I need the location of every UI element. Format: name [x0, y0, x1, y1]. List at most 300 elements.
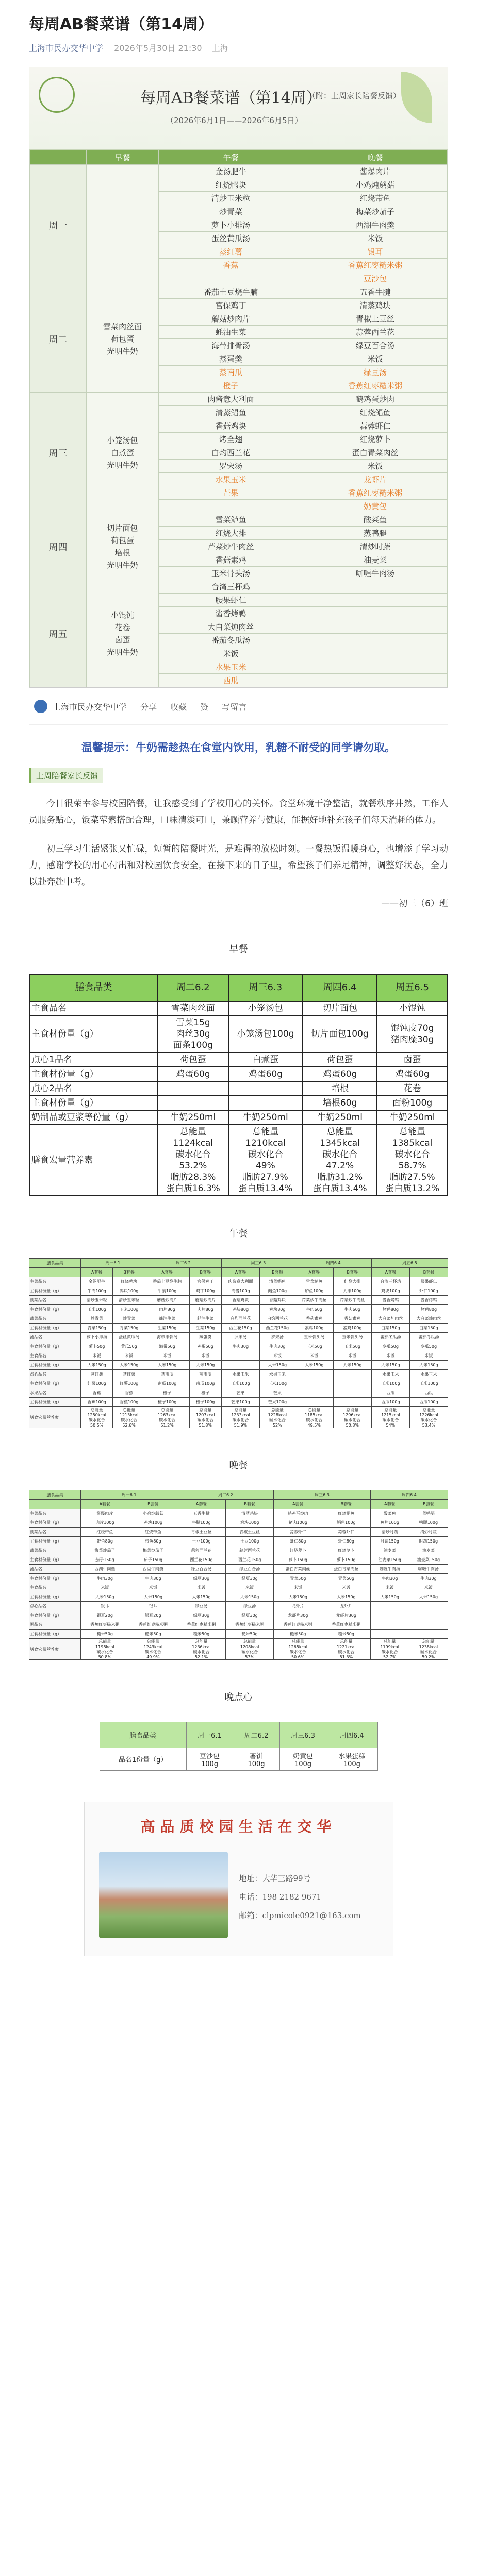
- lunch-cell: 米饭: [259, 1351, 295, 1361]
- dinner-cell: 香蕉红枣糙米粥: [129, 1620, 177, 1630]
- lunch-row-label: 主食材份量（g）: [29, 1342, 81, 1351]
- dinner-cell: 虾仁80g: [274, 1537, 322, 1546]
- dinner-row-label: 蔬菜品名: [29, 1546, 81, 1555]
- poster-lunch-item: 西瓜: [159, 674, 303, 687]
- article-meta: [29, 42, 448, 55]
- lunch-cell: 白菜150g: [371, 1324, 409, 1333]
- lunch-cell: 萝卜小排汤: [81, 1333, 113, 1342]
- dinner-cell: 绿豆汤: [225, 1602, 274, 1611]
- breakfast-heading: 早餐: [229, 944, 248, 955]
- dinner-cell: 香蕉红枣糙米粥: [225, 1620, 274, 1630]
- poster-lunch-item: 香菇素鸡: [159, 553, 303, 567]
- poster-breakfast: 切片面包 荷包蛋 培根 光明牛奶: [87, 513, 159, 580]
- poster-lunch-item: 雪菜鲈鱼: [159, 513, 303, 527]
- poster-col-header: 午餐: [159, 150, 303, 165]
- poster-dinner-item: 豆沙包: [303, 272, 448, 285]
- lunch-day-header: 周五6.5: [371, 1259, 448, 1268]
- poster-dinner-item: [303, 580, 448, 594]
- lunch-row-label: 主菜品名: [29, 1277, 81, 1286]
- lunch-cell: 西兰花150g: [221, 1324, 259, 1333]
- dinner-cell: 油麦菜150g: [409, 1555, 448, 1565]
- lunch-row-label: 主食材份量（g）: [29, 1379, 81, 1388]
- like-button[interactable]: 赞: [200, 702, 209, 712]
- snack-table: [100, 1722, 378, 1771]
- breakfast-cell: [158, 1096, 228, 1110]
- breakfast-cell: 荷包蛋: [303, 1053, 377, 1067]
- dinner-row-label: 主食材份量（g）: [29, 1537, 81, 1546]
- breakfast-row-label: 主食材份量（g）: [29, 1015, 158, 1053]
- card-title: 高品质校园生活在交华: [140, 1818, 337, 1835]
- dinner-cell: 绿豆百合汤: [225, 1565, 274, 1574]
- comment-button[interactable]: 写留言: [222, 702, 247, 712]
- lunch-cell: 大米150g: [145, 1361, 189, 1370]
- breakfast-cell: 鸡蛋60g: [303, 1067, 377, 1081]
- poster-lunch-item: 水果玉米: [159, 473, 303, 486]
- dinner-cell: 牛肉30g: [81, 1574, 129, 1583]
- poster-dinner-item: 清炒时蔬: [303, 540, 448, 553]
- poster-lunch-item: 香蕉: [159, 259, 303, 272]
- lunch-day-header: 周三6.3: [221, 1259, 295, 1268]
- lunch-cell: 米饭: [81, 1351, 113, 1361]
- dinner-cell: 土豆100g: [225, 1537, 274, 1546]
- dinner-cell: 米饭: [274, 1583, 322, 1592]
- card-info: [239, 1869, 361, 1925]
- dinner-set-header: B套餐: [409, 1500, 448, 1509]
- lunch-row-label: 点心品名: [29, 1370, 81, 1379]
- lunch-set-header: B套餐: [259, 1268, 295, 1277]
- poster-dinner-item: 梅菜炒茄子: [303, 205, 448, 218]
- dinner-cell: 大米150g: [322, 1592, 371, 1602]
- lunch-cell: 总能量 1185kcal 碳水化合 49.5%: [295, 1407, 333, 1428]
- dinner-cell: 小鸡炖蘑菇: [129, 1509, 177, 1518]
- snack-heading: 晚点心: [224, 1692, 253, 1703]
- favorite-button[interactable]: 收藏: [170, 702, 187, 712]
- author-link[interactable]: 上海市民办交华中学: [29, 43, 104, 53]
- lunch-day-header: 周一6.1: [81, 1259, 145, 1268]
- breakfast-cell: [228, 1081, 303, 1096]
- dinner-cell: 萝卜150g: [322, 1555, 371, 1565]
- poster-day-label: 周一: [30, 165, 87, 285]
- lunch-cell: 红薯100g: [113, 1379, 145, 1388]
- poster-lunch-item: 肉酱意大利面: [159, 393, 303, 406]
- lunch-cell: 芹菜炒牛肉丝: [333, 1296, 371, 1305]
- breakfast-cell: 雪菜肉丝面: [158, 1001, 228, 1015]
- dinner-cell: 西兰花150g: [225, 1555, 274, 1565]
- breakfast-cell: 牛奶250ml: [377, 1110, 448, 1125]
- breakfast-cell: 培根60g: [303, 1096, 377, 1110]
- lunch-cell: 鸡丁100g: [189, 1286, 221, 1296]
- lunch-cell: 红烧鸭块: [113, 1277, 145, 1286]
- lunch-row-label: 主食品名: [29, 1351, 81, 1361]
- poster-day-label: 周二: [30, 285, 87, 393]
- poster-lunch-item: 烤全翅: [159, 433, 303, 446]
- lunch-cell: 总能量 1250kcal 碳水化合 50.5%: [81, 1407, 113, 1428]
- dinner-cell: 五香牛腱: [177, 1509, 226, 1518]
- school-card: [84, 1802, 393, 1956]
- lunch-cell: 肉酱100g: [221, 1286, 259, 1296]
- lunch-cell: 萝卜50g: [81, 1342, 113, 1351]
- lunch-set-header: [29, 1268, 81, 1277]
- poster-lunch-item: 海带排骨汤: [159, 339, 303, 352]
- lunch-cell: 鸡块80g: [221, 1305, 259, 1314]
- poster-dinner-item: 青椒土豆丝: [303, 312, 448, 326]
- lunch-cell: 鲈鱼100g: [295, 1286, 333, 1296]
- lunch-cell: 大米150g: [81, 1361, 113, 1370]
- dinner-cell: 酱爆肉片: [81, 1509, 129, 1518]
- lunch-set-header: B套餐: [189, 1268, 221, 1277]
- dinner-cell: 大米150g: [177, 1592, 226, 1602]
- poster-lunch-item: 红烧鸭块: [159, 178, 303, 192]
- lunch-cell: 生菜150g: [189, 1324, 221, 1333]
- breakfast-cell: 面粉100g: [377, 1096, 448, 1110]
- poster-dinner-item: 鹤鸡蛋炒肉: [303, 393, 448, 406]
- lunch-cell: 炒青菜: [81, 1314, 113, 1324]
- lunch-cell: 玉米100g: [409, 1379, 448, 1388]
- poster-dinner-item: 米饭: [303, 232, 448, 245]
- breakfast-cell: 总能量 1345kcal 碳水化合 47.2% 脂肪31.2% 蛋白质13.4%: [303, 1125, 377, 1196]
- lunch-cell: 海带50g: [145, 1342, 189, 1351]
- lunch-cell: 芒果100g: [221, 1398, 259, 1407]
- lunch-cell: 玉米100g: [259, 1379, 295, 1388]
- lunch-cell: 香菇鸡块: [221, 1296, 259, 1305]
- poster-row: [30, 393, 448, 406]
- dinner-cell: 大米150g: [409, 1592, 448, 1602]
- lunch-cell: 香菇素鸡: [295, 1314, 333, 1324]
- lunch-cell: 南瓜100g: [145, 1379, 189, 1388]
- lunch-set-header: B套餐: [333, 1268, 371, 1277]
- poster-lunch-item: 芹菜炒牛肉丝: [159, 540, 303, 553]
- lunch-cell: 总能量 1213kcal 碳水化合 52.6%: [113, 1407, 145, 1428]
- poster-lunch-item: 罗宋汤: [159, 460, 303, 473]
- breakfast-cell: 花卷: [377, 1081, 448, 1096]
- dinner-cell: 清炒时蔬: [409, 1528, 448, 1537]
- dinner-set-header: B套餐: [322, 1500, 371, 1509]
- poster-lunch-item: 蘑菇炒肉片: [159, 312, 303, 326]
- dinner-cell: [409, 1630, 448, 1639]
- dinner-cell: 糙米50g: [322, 1630, 371, 1639]
- lunch-cell: 芹菜炒牛肉丝: [295, 1296, 333, 1305]
- dinner-cell: 油麦菜: [409, 1546, 448, 1555]
- lunch-cell: 总能量 1207kcal 碳水化合 51.8%: [189, 1407, 221, 1428]
- lunch-cell: 鲳鱼100g: [259, 1286, 295, 1296]
- poster-lunch-item: 蒸蛋羹: [159, 352, 303, 366]
- breakfast-cell: 牛奶250ml: [158, 1110, 228, 1125]
- lunch-cell: 香蕉100g: [81, 1398, 113, 1407]
- lunch-cell: 生菜150g: [145, 1324, 189, 1333]
- poster-lunch-item: 白灼西兰花: [159, 446, 303, 460]
- poster-row: [30, 165, 448, 178]
- dinner-cell: 绿豆百合汤: [177, 1565, 226, 1574]
- menu-poster: [29, 67, 448, 688]
- poster-lunch-item: 炒青菜: [159, 205, 303, 218]
- poster-dinner-item: [303, 634, 448, 647]
- article-title: 每周AB餐菜谱（第14周）: [29, 15, 213, 33]
- poster-dinner-item: 红烧萝卜: [303, 433, 448, 446]
- lunch-cell: 蘑菇炒肉片: [145, 1296, 189, 1305]
- header-blank: [30, 150, 87, 165]
- poster-lunch-item: 腰果虾仁: [159, 594, 303, 607]
- breakfast-row-label: 主食材份量（g）: [29, 1096, 158, 1110]
- lunch-cell: 冬瓜50g: [409, 1342, 448, 1351]
- poster-lunch-item: 米饭: [159, 647, 303, 660]
- lunch-set-header: A套餐: [145, 1268, 189, 1277]
- lunch-cell: 肉片80g: [189, 1305, 221, 1314]
- dinner-cell: 米饭: [225, 1583, 274, 1592]
- lunch-cell: 西瓜: [409, 1388, 448, 1398]
- dinner-cell: 米饭: [370, 1583, 409, 1592]
- lunch-cell: [221, 1361, 259, 1370]
- lunch-cell: 牛肉30g: [259, 1342, 295, 1351]
- dinner-set-header: A套餐: [274, 1500, 322, 1509]
- lunch-cell: 海带排骨汤: [145, 1333, 189, 1342]
- dinner-cell: [370, 1611, 409, 1620]
- poster-lunch-item: 香菇鸡块: [159, 419, 303, 433]
- feedback-paragraph: 今日很荣幸参与校园陪餐，让我感受到了学校用心的关怀。食堂环境干净整洁，就餐秩序井然，工作人员服务贴心，饭菜荤素搭配合理，口味清淡可口，兼顾营养与健康，能据好地补充孩子们每天消耗的体力。: [29, 799, 448, 825]
- dinner-cell: 萝卜150g: [274, 1555, 322, 1565]
- poster-dinner-item: 香蕉红枣糙米粥: [303, 379, 448, 393]
- share-button[interactable]: 分享: [140, 702, 157, 712]
- lunch-cell: [333, 1370, 371, 1379]
- poster-dinner-item: [303, 647, 448, 660]
- dinner-cell: 绿豆汤: [177, 1602, 226, 1611]
- poster-dinner-item: 香蕉红枣糙米粥: [303, 259, 448, 272]
- lunch-cell: 玉米100g: [221, 1379, 259, 1388]
- dinner-cell: 糙米50g: [274, 1630, 322, 1639]
- weekly-menu-table: [29, 150, 448, 687]
- breakfast-col-header: 膳食品类: [29, 974, 158, 1001]
- dinner-cell: 龙虾片: [322, 1602, 371, 1611]
- lunch-cell: 白灼西兰花: [221, 1314, 259, 1324]
- lunch-cell: 总能量 1233kcal 碳水化合 51.9%: [221, 1407, 259, 1428]
- lunch-cell: 芒果: [259, 1388, 295, 1398]
- lunch-cell: 大白菜炖肉丝: [409, 1314, 448, 1324]
- lunch-row-label: 水果品名: [29, 1388, 81, 1398]
- poster-lunch-item: 清蒸鲳鱼: [159, 406, 303, 419]
- lunch-row-label: 主食材份量（g）: [29, 1324, 81, 1333]
- dinner-cell: 蛋白青菜肉丝: [322, 1565, 371, 1574]
- dinner-cell: 龙虾片30g: [274, 1611, 322, 1620]
- dinner-cell: [409, 1602, 448, 1611]
- lunch-cell: [295, 1388, 333, 1398]
- dinner-row-label: 主食材份量（g）: [29, 1555, 81, 1565]
- breakfast-cell: [158, 1081, 228, 1096]
- lunch-cell: 大米150g: [295, 1361, 333, 1370]
- lunch-cell: 大米150g: [371, 1361, 409, 1370]
- lunch-cell: 酱香烤鸭: [371, 1296, 409, 1305]
- dinner-cell: 酸菜鱼: [370, 1509, 409, 1518]
- dinner-cell: 红烧带鱼: [81, 1528, 129, 1537]
- dinner-cell: 蒜蓉西兰花: [177, 1546, 226, 1555]
- lunch-cell: 总能量 1263kcal 碳水化合 51.2%: [145, 1407, 189, 1428]
- dinner-row-label: 主食材份量（g）: [29, 1574, 81, 1583]
- poster-dinner-item: 小鸡炖蘑菇: [303, 178, 448, 192]
- poster-lunch-item: 金汤肥牛: [159, 165, 303, 178]
- lunch-cell: 大米150g: [113, 1361, 145, 1370]
- account-avatar[interactable]: [34, 700, 47, 713]
- dinner-row-label: 膳食宏量营养素: [29, 1639, 81, 1660]
- snack-col-header: 周四6.4: [326, 1722, 377, 1748]
- lunch-cell: 牛肉100g: [81, 1286, 113, 1296]
- poster-dinner-item: 咖喱牛肉汤: [303, 567, 448, 580]
- dinner-cell: 鸭腿100g: [409, 1518, 448, 1528]
- lunch-cell: 金汤肥牛: [81, 1277, 113, 1286]
- dinner-cell: 米饭: [81, 1583, 129, 1592]
- lunch-cell: 橙子: [145, 1388, 189, 1398]
- lunch-cell: 蒸南瓜: [189, 1370, 221, 1379]
- poster-breakfast: [87, 165, 159, 285]
- lunch-cell: 西瓜: [371, 1388, 409, 1398]
- dinner-cell: 米饭: [177, 1583, 226, 1592]
- poster-dinner-item: [303, 607, 448, 620]
- publish-date: 2026年5月30日 21:30: [114, 43, 202, 53]
- lunch-cell: 青菜150g: [81, 1324, 113, 1333]
- dinner-set-header: [29, 1500, 81, 1509]
- poster-lunch-item: 酱香烤鸭: [159, 607, 303, 620]
- poster-dinner-item: 蒸鸭腿: [303, 527, 448, 540]
- lunch-cell: 炒青菜: [113, 1314, 145, 1324]
- lunch-cell: 米饭: [189, 1351, 221, 1361]
- dinner-day-header: 周三6.3: [274, 1490, 370, 1500]
- dinner-heading: 晚餐: [229, 1460, 248, 1471]
- dinner-cell: [409, 1620, 448, 1630]
- feedback-tag: 上周陪餐家长反馈: [29, 768, 103, 783]
- lunch-cell: 蒸南瓜: [145, 1370, 189, 1379]
- lunch-cell: 冬瓜50g: [371, 1342, 409, 1351]
- lunch-cell: 米饭: [409, 1351, 448, 1361]
- poster-dinner-item: [303, 674, 448, 687]
- poster-row: [30, 285, 448, 299]
- poster-dinner-item: 酸菜鱼: [303, 513, 448, 527]
- mini-program-bar: [29, 688, 448, 725]
- lunch-row-label: 主食材份量（g）: [29, 1305, 81, 1314]
- poster-dinner-item: 西湖牛肉羹: [303, 218, 448, 232]
- lunch-cell: 鸡块100g: [371, 1286, 409, 1296]
- feedback-paragraph: 初三学习生活紧张又忙碌，短暂的陪餐时光，是难得的放松时刻。一餐热饭温暖身心，也增添了学习动力，感谢学校的用心付出和对校园饮食安全，在接下来的日子里，希望孩子们养足精神，调整好状态，全力以赴奔赴中考。: [29, 844, 448, 887]
- lunch-cell: 清炒玉米粒: [113, 1296, 145, 1305]
- dinner-cell: 银耳: [129, 1602, 177, 1611]
- lunch-cell: 腰果虾仁: [409, 1277, 448, 1286]
- lunch-cell: 白灼西兰花: [259, 1314, 295, 1324]
- dinner-set-header: A套餐: [177, 1500, 226, 1509]
- lunch-cell: 水果玉米: [409, 1370, 448, 1379]
- dinner-cell: 肉片100g: [81, 1518, 129, 1528]
- lunch-cell: 牛腩100g: [145, 1286, 189, 1296]
- breakfast-col-header: 周三6.3: [228, 974, 303, 1001]
- lunch-cell: 罗宋汤: [221, 1333, 259, 1342]
- poster-lunch-item: 水果玉米: [159, 660, 303, 674]
- dinner-cell: 总能量 1208kcal 碳水化合 53%: [225, 1639, 274, 1660]
- dinner-cell: 绿豆30g: [177, 1574, 226, 1583]
- poster-dinner-item: 油麦菜: [303, 553, 448, 567]
- lunch-row-label: 副菜品名: [29, 1296, 81, 1305]
- dinner-cell: 红烧带鱼: [129, 1528, 177, 1537]
- lunch-row-label: 蔬菜品名: [29, 1314, 81, 1324]
- dinner-cell: 龙虾片30g: [322, 1611, 371, 1620]
- lunch-cell: 西瓜100g: [409, 1398, 448, 1407]
- snack-col-header: 膳食品类: [100, 1722, 186, 1748]
- dinner-cell: 牛肉30g: [409, 1574, 448, 1583]
- dinner-row-label: 主食材份量（g）: [29, 1611, 81, 1620]
- campus-photo: [99, 1852, 228, 1938]
- dinner-cell: 鲳鱼100g: [322, 1518, 371, 1528]
- lunch-cell: [295, 1398, 333, 1407]
- poster-dinner-item: 米饭: [303, 460, 448, 473]
- poster-lunch-item: 清炒玉米粒: [159, 192, 303, 205]
- poster-dinner-item: 红烧鲳鱼: [303, 406, 448, 419]
- poster-dinner-item: 香蕉红枣糙米粥: [303, 486, 448, 500]
- breakfast-cell: 总能量 1210kcal 碳水化合 49% 脂肪27.9% 蛋白质13.4%: [228, 1125, 303, 1196]
- lunch-cell: 素鸡100g: [295, 1324, 333, 1333]
- poster-date-range: （2026年6月1日——2026年6月5日）: [166, 116, 303, 125]
- dinner-cell: 油麦菜150g: [370, 1555, 409, 1565]
- poster-lunch-item: [159, 272, 303, 285]
- lunch-cell: 红薯100g: [81, 1379, 113, 1388]
- lunch-cell: 香蕉100g: [113, 1398, 145, 1407]
- lunch-cell: 清炒玉米粒: [81, 1296, 113, 1305]
- dinner-day-header: 膳食品类: [29, 1490, 81, 1500]
- lunch-cell: 红烧大排: [333, 1277, 371, 1286]
- lunch-cell: 番茄冬瓜汤: [409, 1333, 448, 1342]
- lunch-cell: 香蕉: [81, 1388, 113, 1398]
- lunch-cell: 清蒸鲳鱼: [259, 1277, 295, 1286]
- dinner-table: [29, 1490, 448, 1660]
- lunch-cell: 水果玉米: [371, 1370, 409, 1379]
- dinner-row-label: 主菜品名: [29, 1509, 81, 1518]
- lunch-cell: 肉片80g: [145, 1305, 189, 1314]
- dinner-cell: 清炒时蔬: [370, 1528, 409, 1537]
- dinner-cell: 牛腱100g: [177, 1518, 226, 1528]
- poster-lunch-item: 橙子: [159, 379, 303, 393]
- dinner-cell: 茄子150g: [81, 1555, 129, 1565]
- lunch-cell: 素鸡100g: [333, 1324, 371, 1333]
- dinner-cell: 米饭: [409, 1583, 448, 1592]
- snack-col-header: 周三6.3: [279, 1722, 326, 1748]
- lunch-heading: 午餐: [229, 1228, 248, 1239]
- dinner-cell: 龙虾片: [274, 1602, 322, 1611]
- lunch-cell: 鸡块80g: [259, 1305, 295, 1314]
- dinner-cell: 西兰花150g: [177, 1555, 226, 1565]
- account-name[interactable]: 上海市民办交华中学: [53, 702, 127, 712]
- breakfast-cell: 切片面包100g: [303, 1015, 377, 1053]
- poster-dinner-item: 米饭: [303, 352, 448, 366]
- lunch-set-header: B套餐: [113, 1268, 145, 1277]
- dinner-cell: 大米150g: [129, 1592, 177, 1602]
- breakfast-cell: 鸡蛋60g: [377, 1067, 448, 1081]
- dinner-cell: 香蕉红枣糙米粥: [81, 1620, 129, 1630]
- poster-dinner-item: 奶黄包: [303, 500, 448, 513]
- lunch-cell: 蒸红薯: [113, 1370, 145, 1379]
- breakfast-cell: 馄饨皮70g 猪肉糜30g: [377, 1015, 448, 1053]
- poster-note: （附：上周家长陪餐反馈）: [308, 91, 401, 100]
- breakfast-cell: 卤蛋: [377, 1053, 448, 1067]
- poster-lunch-item: 大白菜炖肉丝: [159, 620, 303, 634]
- lunch-cell: 黄瓜50g: [113, 1342, 145, 1351]
- lunch-cell: 肉酱意大利面: [221, 1277, 259, 1286]
- dinner-set-header: A套餐: [370, 1500, 409, 1509]
- dinner-cell: 梅菜炒茄子: [129, 1546, 177, 1555]
- lunch-cell: 蘑菇炒肉片: [189, 1296, 221, 1305]
- dinner-row-label: 副菜品名: [29, 1528, 81, 1537]
- dinner-day-header: 周四6.4: [370, 1490, 448, 1500]
- breakfast-cell: 荷包蛋: [158, 1053, 228, 1067]
- dinner-cell: 绿豆30g: [225, 1574, 274, 1583]
- dinner-cell: [409, 1611, 448, 1620]
- lunch-cell: 牛肉60g: [295, 1305, 333, 1314]
- lunch-cell: 南瓜100g: [189, 1379, 221, 1388]
- lunch-cell: 蒸红薯: [81, 1370, 113, 1379]
- lunch-cell: 酱香烤鸭: [409, 1296, 448, 1305]
- poster-lunch-item: 萝卜小排汤: [159, 218, 303, 232]
